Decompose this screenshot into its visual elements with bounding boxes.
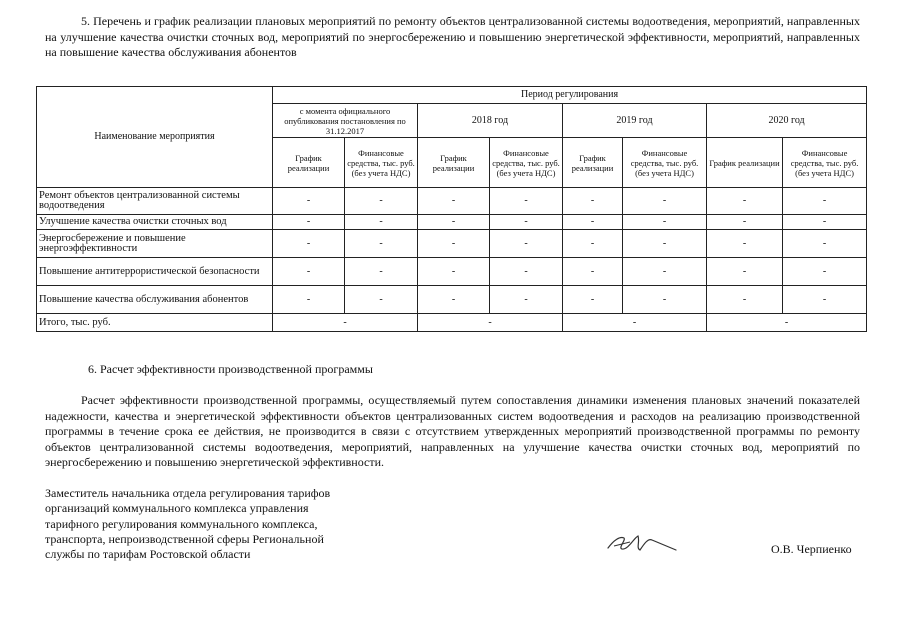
cell: - bbox=[345, 286, 418, 314]
handwritten-signature-icon bbox=[600, 528, 680, 556]
table-row bbox=[37, 258, 867, 286]
cell: - bbox=[490, 258, 563, 286]
header-finance: Финансовые средства, тыс. руб. (без учета НДС) bbox=[490, 138, 563, 188]
cell: - bbox=[707, 258, 783, 286]
total-row bbox=[37, 314, 867, 332]
cell: - bbox=[623, 286, 707, 314]
cell: - bbox=[707, 230, 783, 258]
cell: - bbox=[490, 215, 563, 230]
header-schedule: График реализации bbox=[707, 138, 783, 188]
cell: - bbox=[273, 230, 345, 258]
signature-line: тарифного регулирования коммунального комплекса, bbox=[45, 516, 318, 531]
cell: - bbox=[418, 215, 490, 230]
cell: - bbox=[783, 258, 867, 286]
cell: - bbox=[490, 188, 563, 215]
cell: - bbox=[418, 230, 490, 258]
signature-line: транспорта, непроизводственной сферы Региональной bbox=[45, 531, 324, 546]
header-schedule: График реализации bbox=[273, 138, 345, 188]
cell: - bbox=[707, 286, 783, 314]
header-schedule: График реализации bbox=[418, 138, 490, 188]
signature-line: Заместитель начальника отдела регулирования тарифов bbox=[45, 486, 331, 500]
row-name: Улучшение качества очистки сточных вод bbox=[37, 215, 273, 230]
cell: - bbox=[563, 258, 623, 286]
cell: - bbox=[707, 215, 783, 230]
row-name: Повышение антитеррористической безопасности bbox=[37, 258, 273, 286]
section-5-text: 5. Перечень и график реализации плановых мероприятий по ремонту объектов централизованной системы водоотведения, мероприятий, направленных на улучшение качества очистки сточных вод, мероприятий по энергосбережению и повышению энергетической эффективности, мероприятий, направленных на повышение качества обслуживания абонентов bbox=[45, 14, 860, 59]
row-name: Ремонт объектов централизованной системы водоотведения bbox=[37, 188, 273, 215]
header-finance: Финансовые средства, тыс. руб. (без учета НДС) bbox=[623, 138, 707, 188]
cell: - bbox=[418, 258, 490, 286]
cell: - bbox=[783, 188, 867, 215]
table-row bbox=[37, 215, 867, 230]
table-row bbox=[37, 230, 867, 258]
header-finance: Финансовые средства, тыс. руб. (без учета НДС) bbox=[783, 138, 867, 188]
table-row bbox=[37, 286, 867, 314]
cell: - bbox=[623, 215, 707, 230]
signature-line: организаций коммунального комплекса управления bbox=[45, 501, 309, 516]
total-label: Итого, тыс. руб. bbox=[37, 314, 273, 332]
cell: - bbox=[623, 258, 707, 286]
table-row bbox=[37, 188, 867, 215]
header-period-initial: с момента официального опубликования постановления по 31.12.2017 bbox=[273, 104, 418, 138]
signature-line: службы по тарифам Ростовской области bbox=[45, 547, 251, 562]
cell: - bbox=[623, 188, 707, 215]
cell: - bbox=[563, 230, 623, 258]
cell: - bbox=[418, 286, 490, 314]
cell: - bbox=[783, 230, 867, 258]
cell: - bbox=[345, 188, 418, 215]
section-6-text: Расчет эффективности производственной программы, осуществляемый путем сопоставления динамики изменения плановых значений показателей надежности, качества и энергетической эффективности объектов централизованных систем водоотведения и расходов на реализацию производственной программы в течение срока ее действия, не производится в связи с отсутствием утвержденных мероприятий производственной программы по ремонту объектов централизованной системы водоотведения, мероприятий, направленных на улучшение качества очистки сточных вод, мероприятий по энергосбережению и повышению энергетической эффективности. bbox=[45, 393, 860, 469]
total-cell: - bbox=[273, 314, 418, 332]
total-cell: - bbox=[418, 314, 563, 332]
cell: - bbox=[273, 188, 345, 215]
cell: - bbox=[563, 215, 623, 230]
plan-table bbox=[36, 86, 867, 332]
header-schedule: График реализации bbox=[563, 138, 623, 188]
cell: - bbox=[345, 258, 418, 286]
row-name: Энергосбережение и повышение энергоэффективности bbox=[37, 230, 273, 258]
cell: - bbox=[783, 215, 867, 230]
cell: - bbox=[563, 188, 623, 215]
cell: - bbox=[563, 286, 623, 314]
cell: - bbox=[273, 286, 345, 314]
cell: - bbox=[345, 215, 418, 230]
row-name: Повышение качества обслуживания абонентов bbox=[37, 286, 273, 314]
header-activity-name: Наименование мероприятия bbox=[37, 87, 273, 188]
signature-block bbox=[45, 486, 375, 562]
cell: - bbox=[273, 215, 345, 230]
signer-name: О.В. Черпиенко bbox=[771, 542, 852, 556]
header-period-2019: 2019 год bbox=[563, 104, 707, 138]
header-period-2020: 2020 год bbox=[707, 104, 867, 138]
header-period: Период регулирования bbox=[273, 87, 867, 104]
cell: - bbox=[273, 258, 345, 286]
cell: - bbox=[707, 188, 783, 215]
total-cell: - bbox=[563, 314, 707, 332]
header-finance: Финансовые средства, тыс. руб. (без учета НДС) bbox=[345, 138, 418, 188]
total-cell: - bbox=[707, 314, 867, 332]
section-6-heading: 6. Расчет эффективности производственной программы bbox=[88, 362, 373, 376]
cell: - bbox=[490, 286, 563, 314]
cell: - bbox=[783, 286, 867, 314]
cell: - bbox=[623, 230, 707, 258]
header-period-2018: 2018 год bbox=[418, 104, 563, 138]
cell: - bbox=[345, 230, 418, 258]
cell: - bbox=[490, 230, 563, 258]
cell: - bbox=[418, 188, 490, 215]
